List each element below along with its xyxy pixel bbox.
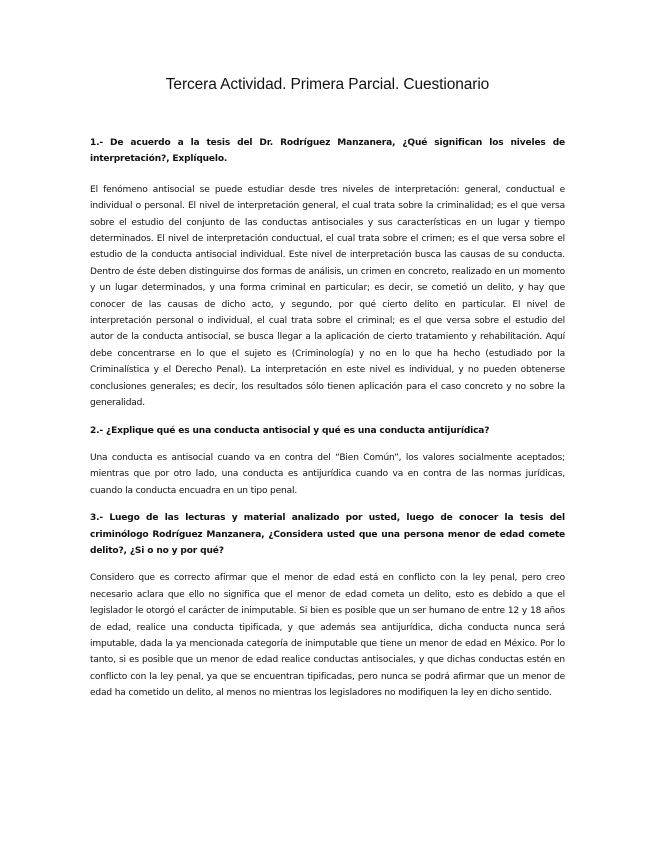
document-body <box>90 135 565 702</box>
answer-1: El fenómeno antisocial se puede estudiar desde tres niveles de interpretación: general, conductual e individual o personal. El nivel de interpretación general, el cual trata sobre la criminalidad; es el que versa sobre el estudio del conjunto de las conductas antisociales y sus características en un lugar y tiempo determinados. El nivel de interpretación conductual, el cual trata sobre el crimen; es el que versa sobre el estudio de la conducta antisocial individual. Este nivel de interpretación busca las causas de su conducta. Dentro de éste deben distinguirse dos formas de análisis, un crimen en concreto, realizado en un momento y un lugar determinados, y una forma criminal en particular; es decir, se cometió un delito, y hay que conocer de las causas de dicho acto, y segundo, por qué cierto delito en particular. El nivel de interpretación personal o individual, el cual trata sobre el criminal; es el que versa sobre el estudio del autor de la conducta antisocial, se busca llegar a la aplicación de cierto tratamiento y rehabilitación. Aquí debe concentrarse en lo que el sujeto es (Criminología) y no en lo que ha hecho (estudiado por la Criminalística y el Derecho Penal). La interpretación en este nivel es individual, y no pueden obtenerse conclusiones generales; es decir, los resultados sólo tienen aplicación para el caso concreto y no sobre la generalidad. <box>90 184 565 409</box>
answer-2: Una conducta es antisocial cuando va en contra del “Bien Común”, los valores socialmente aceptados; mientras que por otro lado, una conducta es antijurídica cuando va en contra de las normas jurídicas, cuando la conducta encuadra en un tipo penal. <box>90 452 565 496</box>
question-3: 3.- Luego de las lecturas y material analizado por usted, luego de conocer la tesis del criminólogo Rodríguez Manzanera, ¿Considera usted que una persona menor de edad comete delito?, ¿Si o no y por qué? <box>90 513 565 556</box>
answer-3: Considero que es correcto afirmar que el menor de edad está en conflicto con la ley penal, pero creo necesario aclara que ello no significa que el menor de edad cometa un delito, esto es debido a que el legislador le otorgó el carácter de inimputable. Si bien es posible que un ser humano de entre 12 y 18 años de edad, realice una conducta tipificada, y que además sea antijurídica, dicha conducta nunca será imputable, dada la ya mencionada categoría de inimputable que tiene un menor de edad en México. Por lo tanto, si es posible que un menor de edad realice conductas antisociales, y que dichas conductas estén en conflicto con la ley penal, ya que se encuentran tipificadas, pero nunca se podrá afirmar que un menor de edad ha cometido un delito, al menos no mientras los legisladores no modifiquen la ley en dicho sentido. <box>90 573 565 699</box>
question-1: 1.- De acuerdo a la tesis del Dr. Rodríguez Manzanera, ¿Qué significan los niveles de interpretación?, Explíquelo. <box>90 138 565 165</box>
document-title: Tercera Actividad. Primera Parcial. Cuestionario <box>165 76 490 93</box>
question-2: 2.- ¿Explique qué es una conducta antisocial y qué es una conducta antijurídica? <box>90 425 490 436</box>
